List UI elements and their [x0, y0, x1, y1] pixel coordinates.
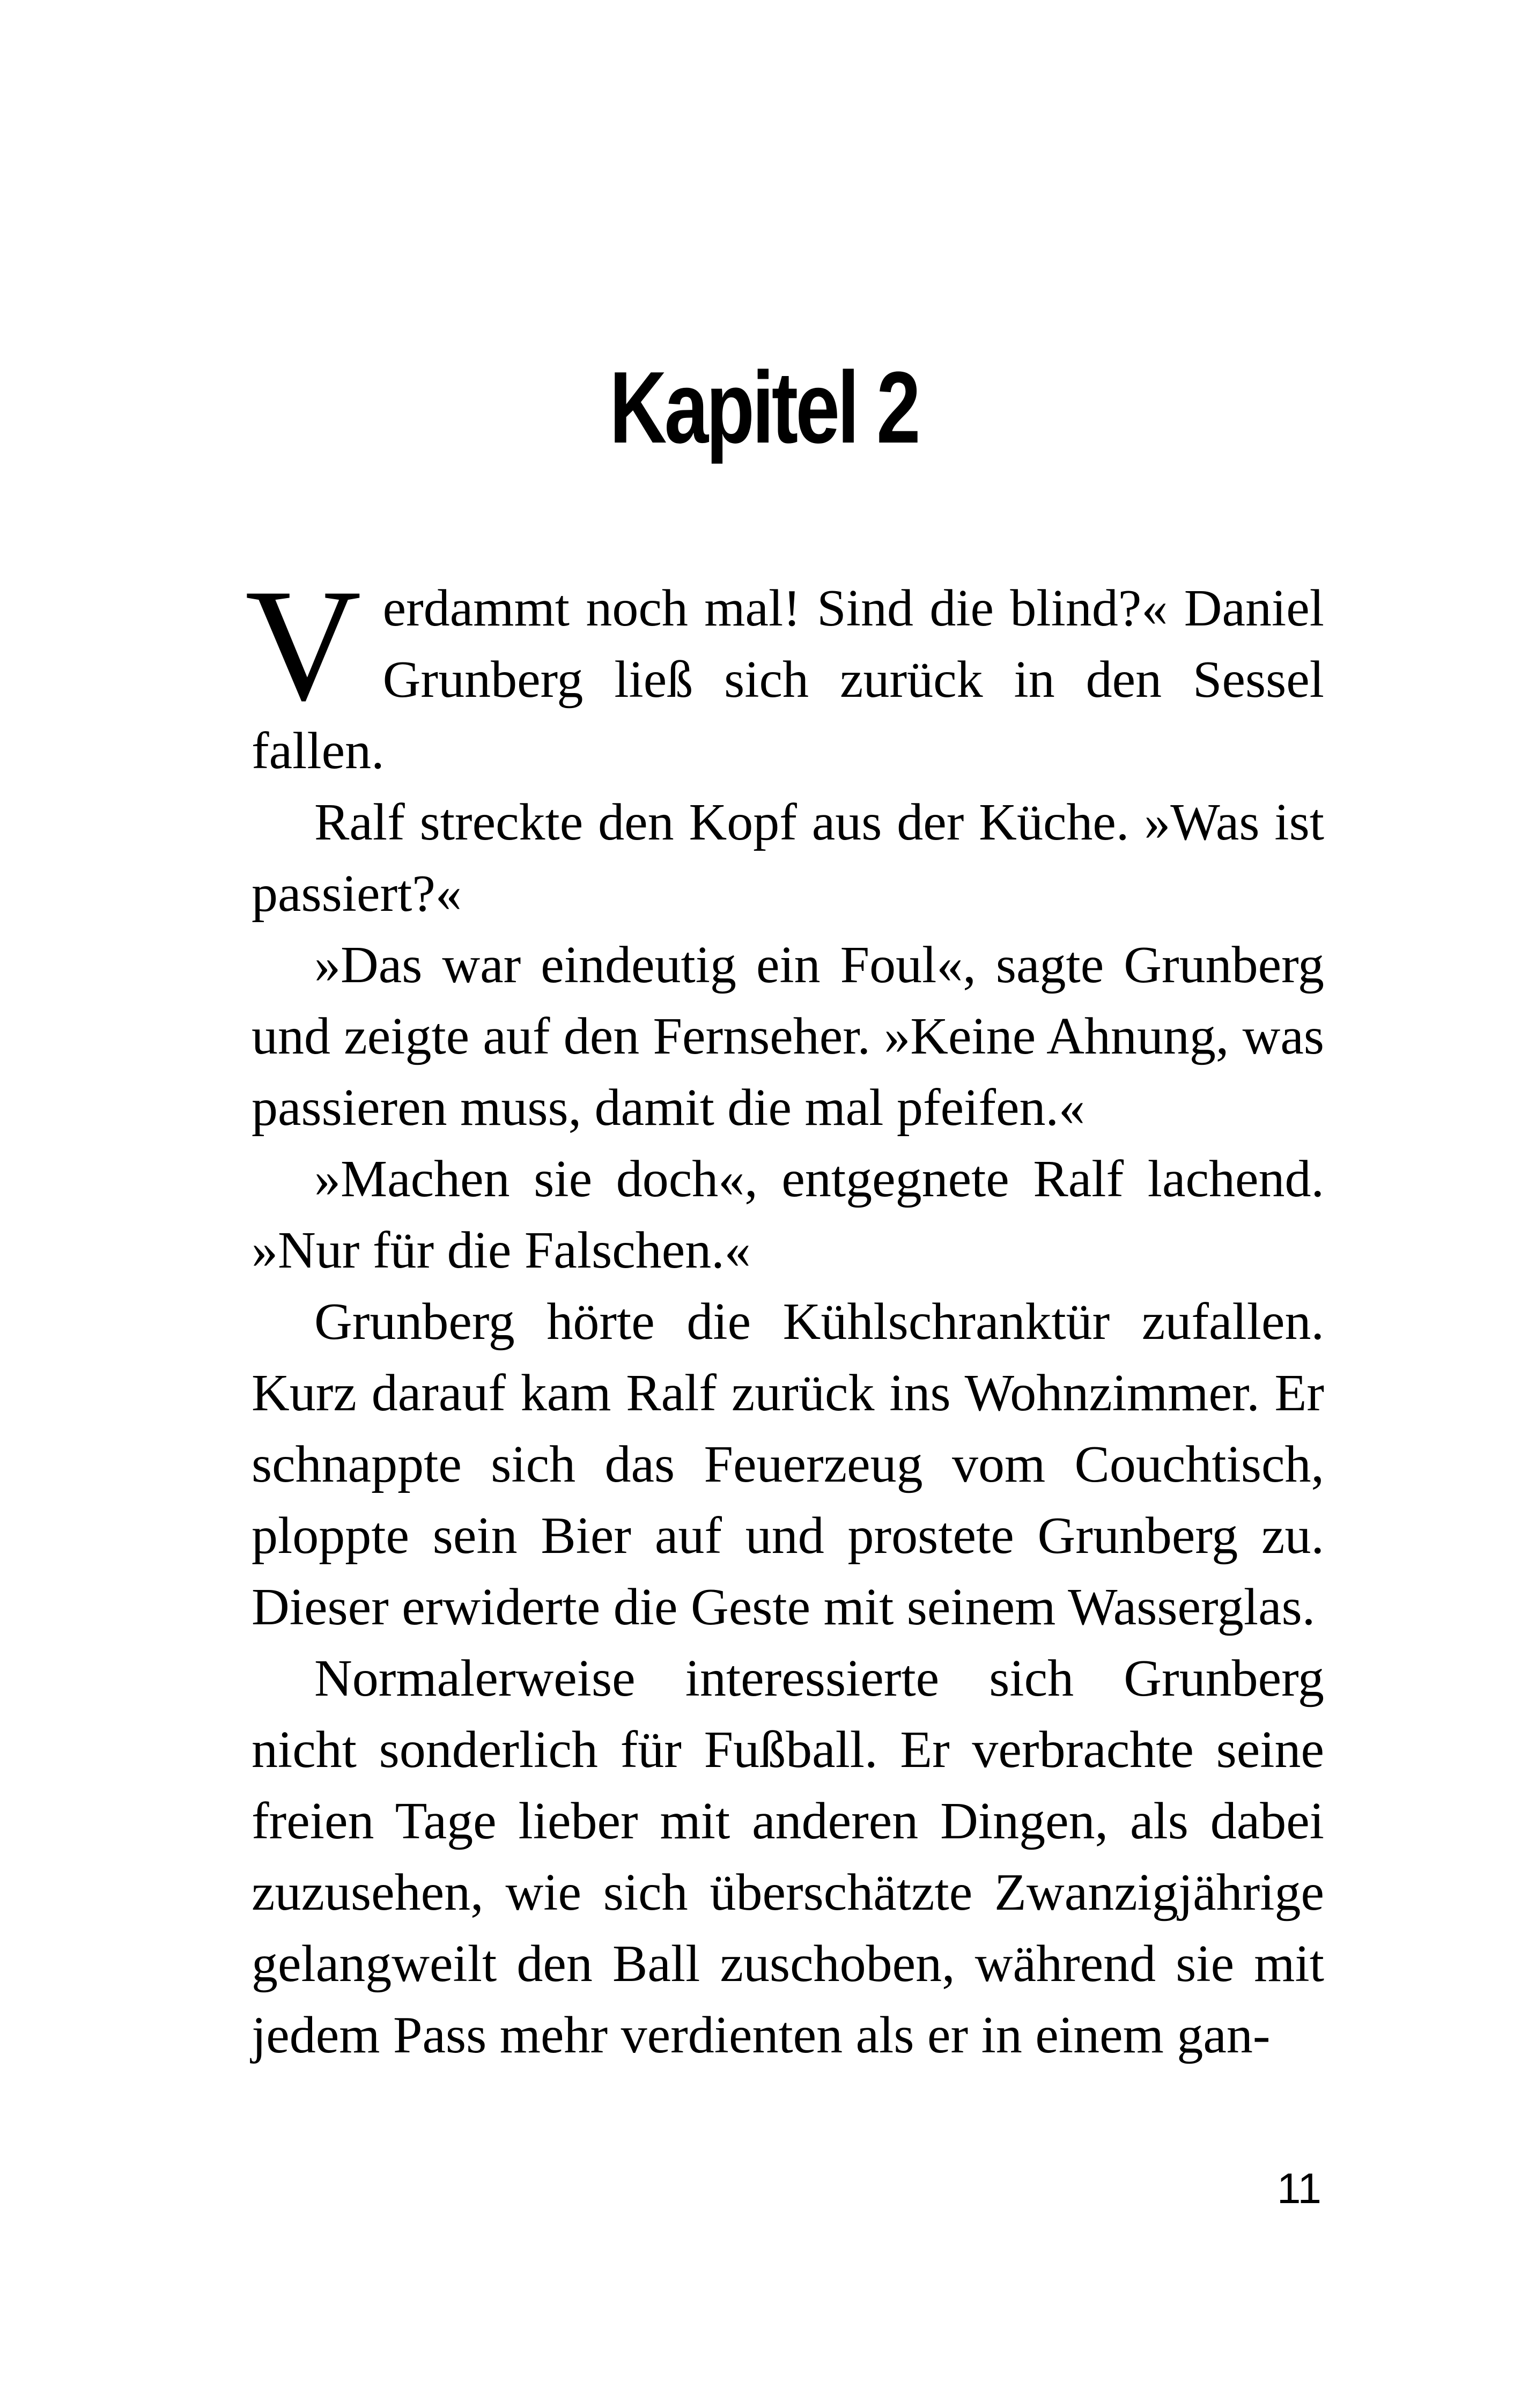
paragraph-5: Grunberg hörte die Kühlschranktür zufallen. Kurz darauf kam Ralf zurück ins Wohnzimmer. Er schnappte sich das Feuerzeug vom Couchtisch, ploppte sein Bier auf und prostete Grunberg zu. Dieser erwiderte die Geste mit seinem Wasserglas.	[252, 1293, 1324, 1636]
chapter-body	[245, 556, 1324, 2071]
paragraph-2: Ralf streckte den Kopf aus der Küche. »Was ist passiert?«	[252, 793, 1324, 923]
paragraph-1-text: erdammt noch mal! Sind die blind?« Daniel Grunberg ließ sich zurück in den Sessel fallen.	[252, 579, 1324, 780]
paragraph-1	[245, 556, 1324, 787]
paragraph-3: »Das war eindeutig ein Foul«, sagte Grunberg und zeigte auf den Fernseher. »Keine Ahnung, was passieren muss, damit die mal pfeifen.«	[252, 936, 1324, 1137]
paragraph-4: »Machen sie doch«, entgegnete Ralf lachend. »Nur für die Falschen.«	[252, 1150, 1324, 1279]
chapter-heading: Kapitel 2	[609, 351, 918, 465]
page-number: 11	[1276, 2164, 1321, 2212]
paragraph-6: Normalerweise interessierte sich Grunberg nicht sonderlich für Fußball. Er verbrachte seine freien Tage lieber mit anderen Dingen, als dabei zuzusehen, wie sich überschätzte Zwanzigjährige gelangweilt den Ball zuschoben, während sie mit jedem Pass mehr verdienten als er in einem gan-	[252, 1649, 1324, 2064]
drop-cap: V	[245, 556, 361, 734]
